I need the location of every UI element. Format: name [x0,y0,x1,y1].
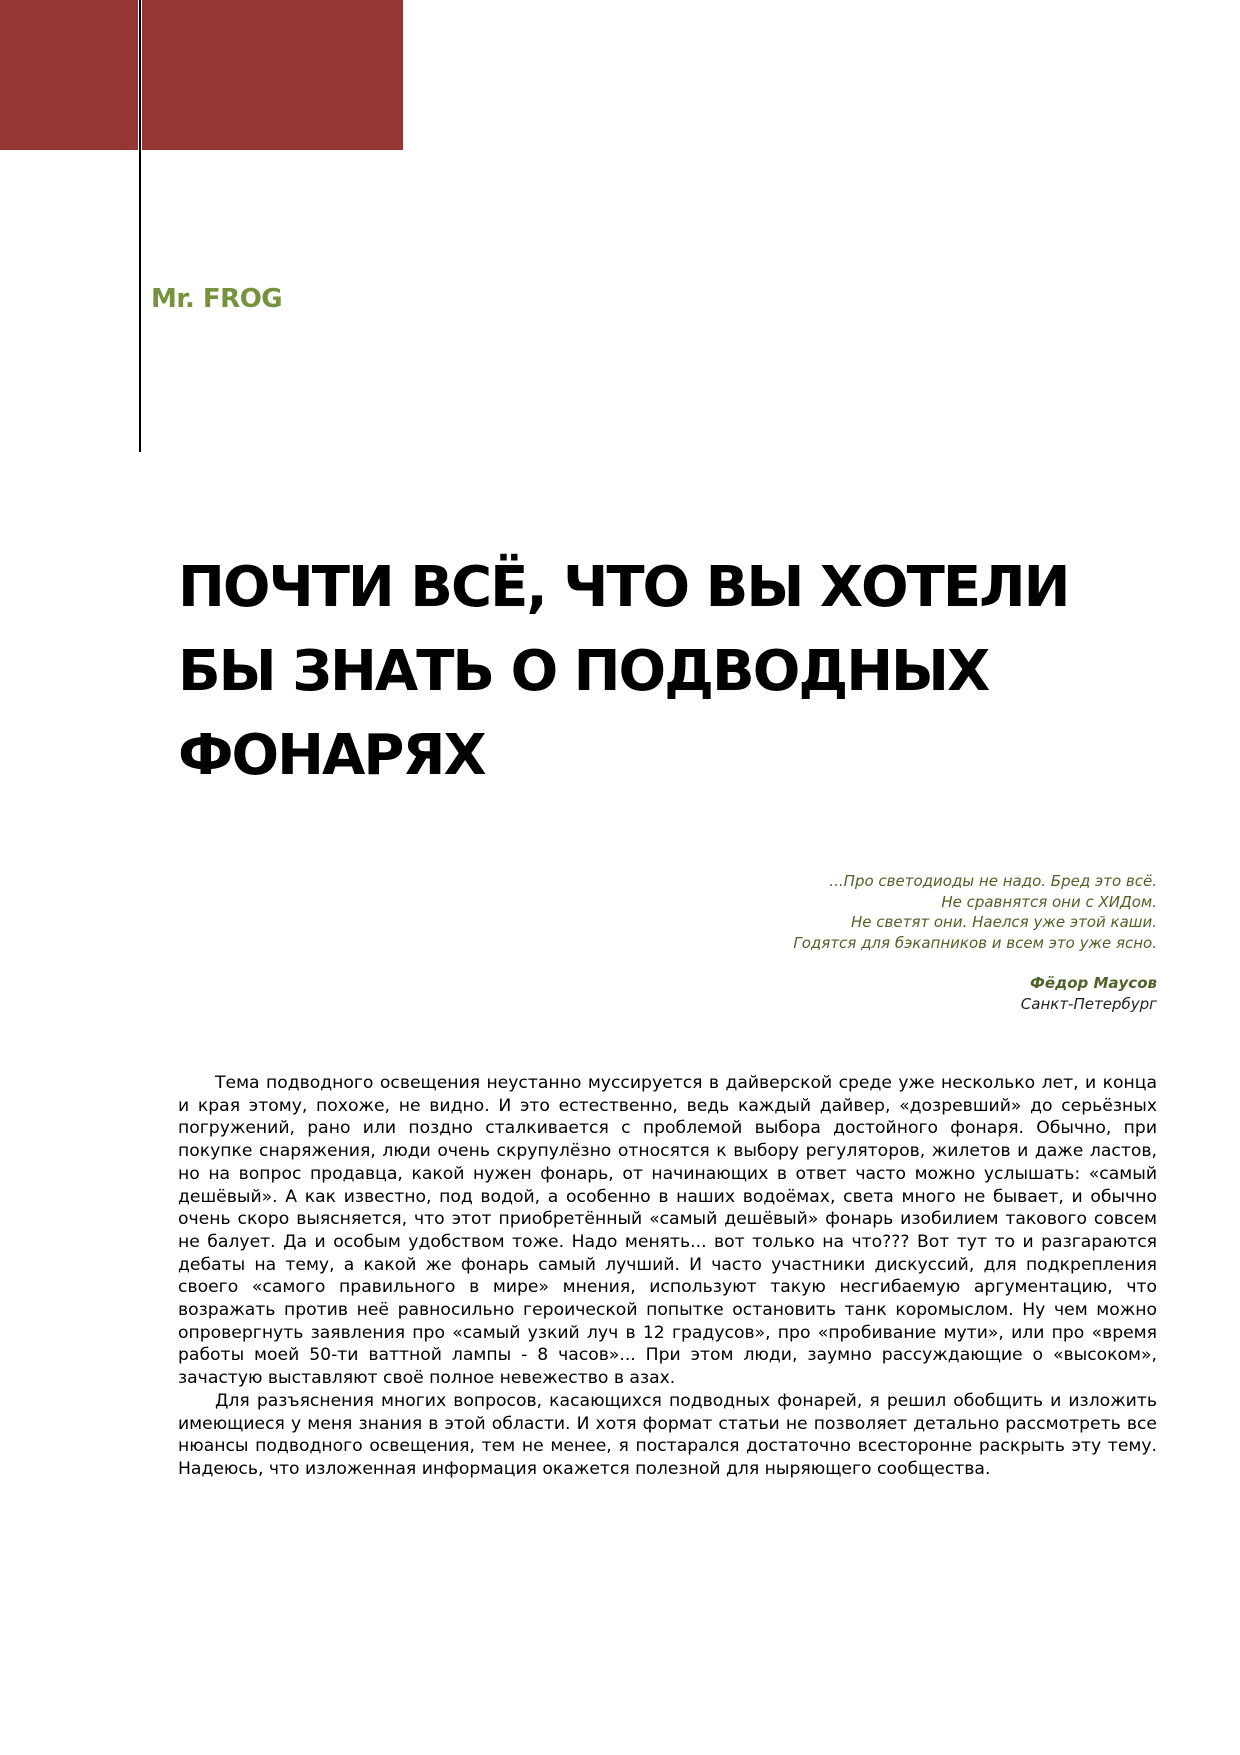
epigraph-line: Годятся для бэкапников и всем это уже ясно. [793,933,1157,952]
corner-accent-block [0,0,403,150]
body-paragraph: Тема подводного освещения неустанно муссируется в дайверской среде уже несколько лет, и конца и края этому, похоже, не видно. И это естественно, ведь каждый дайвер, «дозревший» до серьёзных погружений, рано или поздно сталкивается с проблемой выбора достойного фонаря. Обычно, при покупке снаряжения, люди очень скрупулёзно относятся к выбору регуляторов, жилетов и даже ластов, но на вопрос продавца, какой нужен фонарь, от начинающих в ответ часто можно услышать: «самый дешёвый». А как известно, под водой, а особенно в наших водоёмах, света много не бывает, и обычно очень скоро выясняется, что этот приобретённый «самый дешёвый» фонарь изобилием такового совсем не балует. Да и особым удобством тоже. Надо менять... вот только на что??? Вот тут то и разгараются дебаты на тему, а какой же фонарь самый лучший. И часто участники дискуссий, для подкрепления своего «самого правильного в мире» мнения, используют такую несгибаемую аргументацию, что возражать против неё равносильно героической попытке остановить танк коромыслом. Ну чем можно опровергнуть заявления про «самый узкий луч в 12 градусов», про «пробивание мути», или про «время работы моей 50-ти ваттной лампы - 8 часов»... При этом люди, заумно рассуждающие о «высоком», зачастую выставляют своё полное невежество в азах. [178,1073,1157,1389]
epigraph-line: Не светят они. Наелся уже этой каши. [851,913,1157,931]
title-line: ПОЧТИ ВСЁ, ЧТО ВЫ ХОТЕЛИ [178,555,1069,620]
epigraph-author: Фёдор Маусов [1030,974,1157,992]
title-line: БЫ ЗНАТЬ О ПОДВОДНЫХ [178,639,989,704]
article-title [178,546,1178,798]
epigraph-line: ...Про светодиоды не надо. Бред это всё. [829,872,1157,890]
article-body [178,1072,1157,1481]
vertical-rule [139,0,141,452]
epigraph-line: Не сравнятся они с ХИДом. [941,892,1157,911]
epigraph-place: Санкт-Петербург [1020,994,1157,1013]
epigraph [650,871,1157,1014]
author-name: Mr. FROG [151,284,283,314]
title-line: ФОНАРЯХ [178,723,485,788]
body-paragraph: Для разъяснения многих вопросов, касающихся подводных фонарей, я решил обобщить и изложить имеющиеся у меня знания в этой области. И хотя формат статьи не позволяет детально рассмотреть все нюансы подводного освещения, тем не менее, я постарался достаточно всесторонне раскрыть эту тему. Надеюсь, что изложенная информация окажется полезной для ныряющего сообщества. [178,1390,1157,1479]
